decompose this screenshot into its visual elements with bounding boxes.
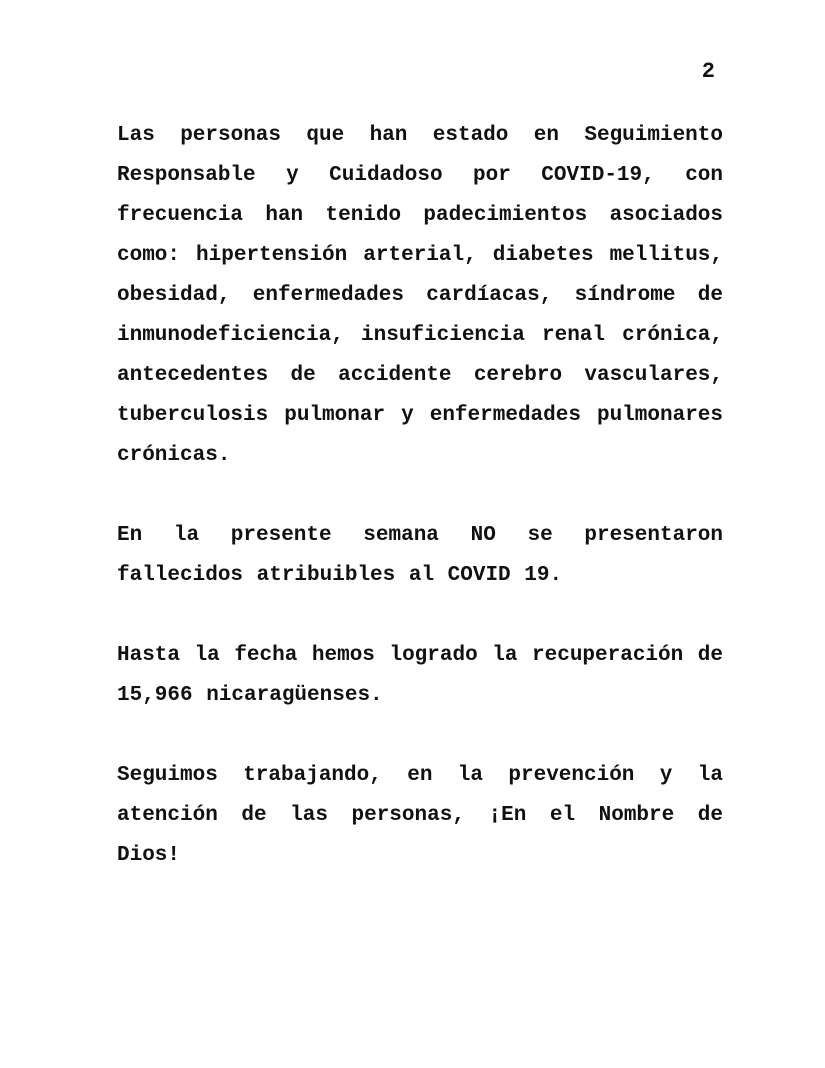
paragraph-no-deaths: En la presente semana NO se presentaron fallecidos atribuibles al COVID 19. — [117, 524, 723, 587]
paragraph-covid-conditions: Las personas que han estado en Seguimiento Responsable y Cuidadoso por COVID-19, con frecuencia han tenido padecimientos asociados como: hipertensión arterial, diabetes mellitus, obesidad, enfermedades cardíacas, síndrome de inmunodeficiencia, insuficiencia renal crónica, antecedentes de accidente cerebro vasculares, tuberculosis pulmonar y enfermedades pulmonares crónicas. — [117, 124, 723, 467]
paragraph-closing-statement: Seguimos trabajando, en la prevención y la atención de las personas, ¡En el Nombre de Dios! — [117, 764, 723, 867]
document-body — [117, 116, 723, 876]
page-number: 2 — [701, 59, 715, 84]
paragraph-recovered-count: Hasta la fecha hemos logrado la recuperación de 15,966 nicaragüenses. — [117, 644, 723, 707]
